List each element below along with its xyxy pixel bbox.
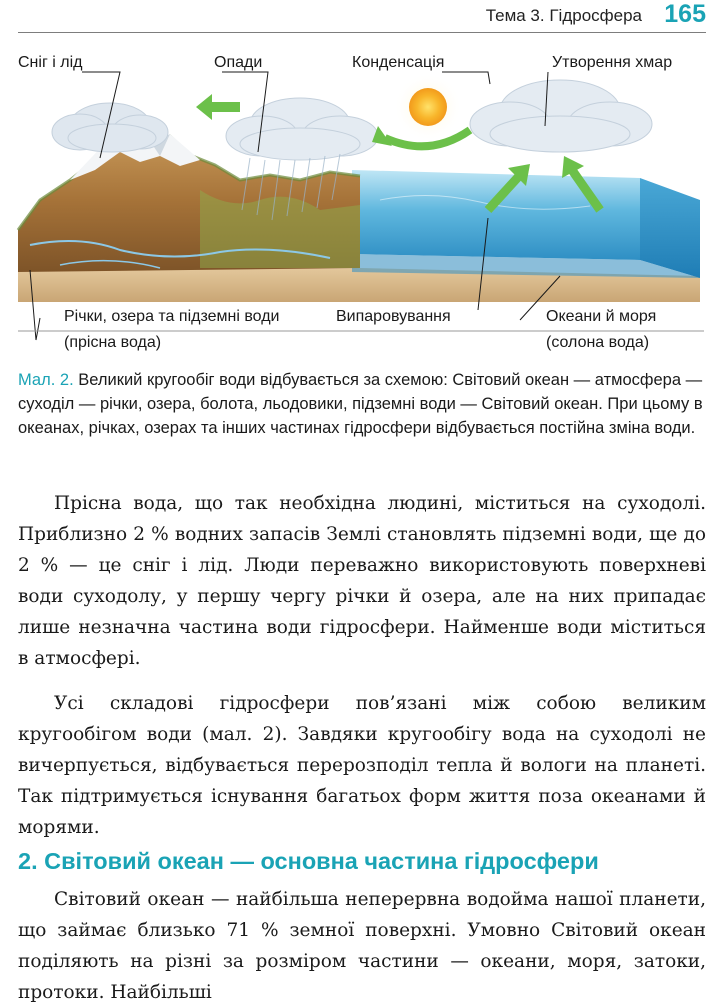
label-salt-water: (солона вода) xyxy=(546,334,650,351)
label-evaporation: Випаровування xyxy=(336,308,451,325)
label-snow-ice: Сніг і лід xyxy=(18,54,83,71)
cloud-left xyxy=(52,103,168,152)
label-cloud-formation: Утворення хмар xyxy=(552,54,673,71)
ocean-block xyxy=(352,170,700,278)
caption-label: Мал. 2. xyxy=(18,371,74,389)
paragraph-water-cycle: Усі складові гідросфери пов’язані між собою великим кругообігом води (мал. 2). Завдяки кругообігу вода на суходолі не вичерпується, відбувається перерозподіл тепла й вологи на планеті. Так підтримується існування багатьох форм життя поза океанами й морями. xyxy=(18,693,706,838)
label-fresh-water: (прісна вода) xyxy=(64,334,162,351)
cloud-middle xyxy=(226,98,378,160)
label-precipitation: Опади xyxy=(214,54,263,71)
arrow-clouds-left-icon xyxy=(196,94,240,120)
label-rivers-lakes: Річки, озера та підземні води xyxy=(64,308,280,325)
page-header xyxy=(0,0,720,30)
label-oceans-seas: Океани й моря xyxy=(546,308,657,325)
paragraph-fresh-water: Прісна вода, що так необхідна людині, міститься на суходолі. Приблизно 2 % водних запасів Землі становлять підземні води, ще до 2 % — це сніг і лід. Люди переважно використовують поверхневі води суходолу, у першу чергу річки й озера, але на них припадає лише незначна частина води гідросфери. Найменше води міститься в атмосфері. xyxy=(18,493,706,669)
sun-icon xyxy=(394,73,462,141)
label-condensation: Конденсація xyxy=(352,54,445,71)
section-heading: 2. Світовий океан — основна частина гідросфери xyxy=(18,848,599,874)
paragraph-world-ocean: Світовий океан — найбільша неперервна водойма нашої планети, що займає близько 71 % земної поверхні. Умовно Світовий океан поділяють на різні за розміром частини — океани, моря, затоки, протоки. Найбільші xyxy=(18,889,706,1003)
header-divider xyxy=(18,32,706,33)
water-cycle-figure xyxy=(0,40,720,360)
figure-caption xyxy=(18,368,708,440)
cloud-right xyxy=(470,80,652,152)
page-number: 165 xyxy=(664,0,706,28)
caption-text: Великий кругообіг води відбувається за схемою: Світовий океан — атмосфера — суходіл — річки, озера, болота, льодовики, підземні води — Світовий океан. При цьому в океанах, річках, озерах та інших частинах гідросфери відбувається постійна зміна води. xyxy=(18,371,703,437)
header-topic: Тема 3. Гідросфера xyxy=(485,6,642,25)
